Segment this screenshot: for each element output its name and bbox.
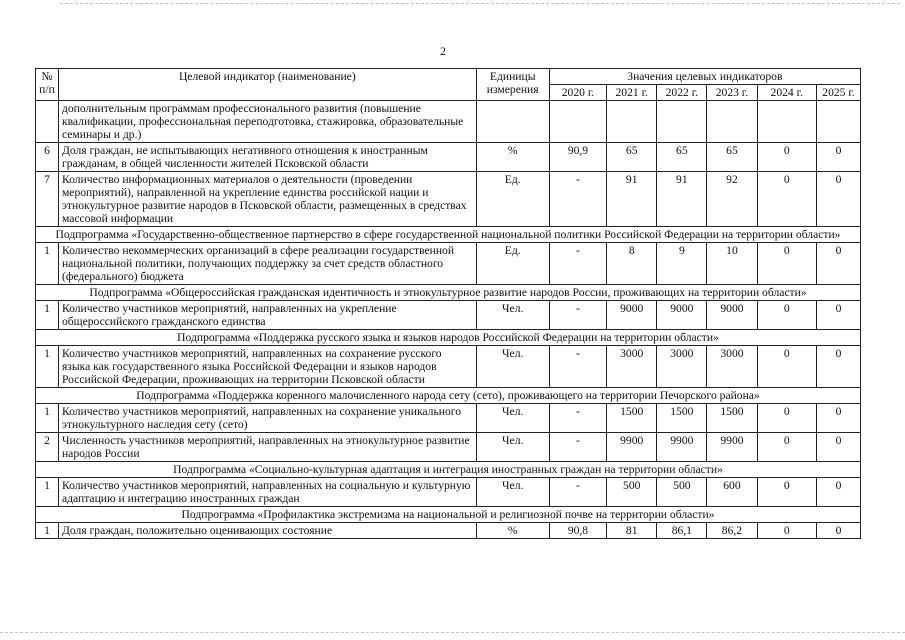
scan-artifact-bottom — [0, 632, 905, 633]
value-cell: - — [549, 404, 606, 433]
row-number: 6 — [36, 143, 59, 172]
value-cell: 0 — [817, 143, 861, 172]
value-cell: 8 — [607, 243, 657, 285]
value-cell: 9000 — [657, 301, 707, 330]
table-row — [36, 243, 861, 285]
indicator-name: Количество участников мероприятий, направленных на укрепление общероссийского гражданского единства — [58, 301, 476, 330]
subprogram-title: Подпрограмма «Поддержка русского языка и языков народов Российской Федерации на территории области» — [36, 330, 861, 346]
unit-cell: Чел. — [476, 478, 549, 507]
unit-cell: Чел. — [476, 301, 549, 330]
header-year: 2025 г. — [817, 85, 861, 101]
page-number: 2 — [440, 44, 446, 58]
unit-cell: Чел. — [476, 433, 549, 462]
unit-cell: Чел. — [476, 404, 549, 433]
value-cell: 9000 — [707, 301, 757, 330]
table-row — [36, 101, 861, 143]
value-cell: 0 — [817, 346, 861, 388]
subprogram-row — [36, 462, 861, 478]
value-cell: 500 — [657, 478, 707, 507]
header-row — [36, 69, 861, 85]
value-cell: 500 — [607, 478, 657, 507]
value-cell: 0 — [757, 523, 817, 539]
subprogram-title: Подпрограмма «Социально-культурная адаптация и интеграция иностранных граждан на территории области» — [36, 462, 861, 478]
value-cell: 0 — [757, 433, 817, 462]
row-number: 1 — [36, 301, 59, 330]
value-cell: 90,9 — [549, 143, 606, 172]
value-cell: - — [549, 346, 606, 388]
subprogram-title: Подпрограмма «Поддержка коренного малочисленного народа сету (сето), проживающего на территории Печорского района» — [36, 388, 861, 404]
value-cell: 9000 — [607, 301, 657, 330]
value-cell: 86,2 — [707, 523, 757, 539]
value-cell: 91 — [607, 172, 657, 227]
header-unit: Единицы измерения — [476, 69, 549, 101]
value-cell: 0 — [817, 172, 861, 227]
row-number: 1 — [36, 478, 59, 507]
unit-cell: % — [476, 523, 549, 539]
value-cell: 0 — [757, 172, 817, 227]
target-indicators-table — [35, 68, 861, 539]
table-row — [36, 433, 861, 462]
value-cell: 0 — [817, 243, 861, 285]
value-cell: 65 — [707, 143, 757, 172]
value-cell: 86,1 — [657, 523, 707, 539]
indicator-name: Доля граждан, не испытывающих негативного отношения к иностранным гражданам, в общей численности жителей Псковской области — [58, 143, 476, 172]
value-cell: 1500 — [657, 404, 707, 433]
value-cell: - — [549, 243, 606, 285]
value-cell: 9900 — [707, 433, 757, 462]
subprogram-row — [36, 285, 861, 301]
indicator-name: Количество участников мероприятий, направленных на социальную и культурную адаптацию и интеграцию иностранных граждан — [58, 478, 476, 507]
value-cell: 91 — [657, 172, 707, 227]
value-cell: 0 — [817, 404, 861, 433]
value-cell: 3000 — [607, 346, 657, 388]
unit-cell: % — [476, 143, 549, 172]
table-row — [36, 301, 861, 330]
value-cell: 0 — [817, 523, 861, 539]
header-indicator: Целевой индикатор (наименование) — [58, 69, 476, 101]
unit-cell: Чел. — [476, 346, 549, 388]
value-cell: 0 — [817, 301, 861, 330]
row-number: 1 — [36, 346, 59, 388]
value-cell: 1500 — [607, 404, 657, 433]
indicator-name: Количество участников мероприятий, направленных на сохранение русского языка как государственного языка Российской Федерации и языков народов Российской Федерации, проживающих на территории Псковской области — [58, 346, 476, 388]
header-values: Значения целевых индикаторов — [549, 69, 860, 85]
subprogram-title: Подпрограмма «Государственно-общественное партнерство в сфере государственной национальной политики Российской Федерации на территории области» — [36, 227, 861, 243]
header-number: № п/п — [36, 69, 59, 101]
table-row — [36, 172, 861, 227]
value-cell: 3000 — [707, 346, 757, 388]
subprogram-title: Подпрограмма «Профилактика экстремизма на национальной и религиозной почве на территории области» — [36, 507, 861, 523]
value-cell: 0 — [757, 346, 817, 388]
row-number: 1 — [36, 243, 59, 285]
value-cell: 0 — [757, 243, 817, 285]
row-number: 1 — [36, 404, 59, 433]
value-cell: 0 — [757, 404, 817, 433]
table-row — [36, 346, 861, 388]
table-row — [36, 143, 861, 172]
scan-artifact-top — [60, 3, 900, 4]
value-cell: - — [549, 433, 606, 462]
subprogram-title: Подпрограмма «Общероссийская гражданская идентичность и этнокультурное развитие народов России, проживающих на территории области» — [36, 285, 861, 301]
value-cell: 81 — [607, 523, 657, 539]
unit-cell: Ед. — [476, 243, 549, 285]
indicator-name: Численность участников мероприятий, направленных на этнокультурное развитие народов России — [58, 433, 476, 462]
header-year: 2022 г. — [657, 85, 707, 101]
indicator-name: Доля граждан, положительно оценивающих состояние — [58, 523, 476, 539]
indicator-name: Количество некоммерческих организаций в сфере реализации государственной национальной политики, получающих поддержку за счет средств областного (федерального) бюджета — [58, 243, 476, 285]
value-cell: 9 — [657, 243, 707, 285]
subprogram-row — [36, 227, 861, 243]
row-number: 7 — [36, 172, 59, 227]
value-cell: 90,8 — [549, 523, 606, 539]
value-cell: 0 — [817, 433, 861, 462]
indicator-name: Количество участников мероприятий, направленных на сохранение уникального этнокультурного наследия сету (сето) — [58, 404, 476, 433]
value-cell: 65 — [607, 143, 657, 172]
row-number: 2 — [36, 433, 59, 462]
header-year: 2024 г. — [757, 85, 817, 101]
table-row — [36, 523, 861, 539]
value-cell: 0 — [757, 143, 817, 172]
table-row — [36, 404, 861, 433]
value-cell: 92 — [707, 172, 757, 227]
value-cell: - — [549, 301, 606, 330]
value-cell: 65 — [657, 143, 707, 172]
indicator-name: Количество информационных материалов о деятельности (проведении мероприятий), направленной на укрепление единства российской нации и этнокультурное развитие народов в Псковской области, размещенных в средствах массовой информации — [58, 172, 476, 227]
subprogram-row — [36, 330, 861, 346]
unit-cell: Ед. — [476, 172, 549, 227]
value-cell: 3000 — [657, 346, 707, 388]
header-year: 2021 г. — [607, 85, 657, 101]
value-cell: 1500 — [707, 404, 757, 433]
value-cell: 600 — [707, 478, 757, 507]
value-cell: 9900 — [607, 433, 657, 462]
table-row — [36, 478, 861, 507]
value-cell: 10 — [707, 243, 757, 285]
value-cell: 0 — [757, 301, 817, 330]
subprogram-row — [36, 507, 861, 523]
value-cell: - — [549, 172, 606, 227]
value-cell: 9900 — [657, 433, 707, 462]
value-cell: 0 — [757, 478, 817, 507]
header-year: 2023 г. — [707, 85, 757, 101]
header-year: 2020 г. — [549, 85, 606, 101]
indicator-name: дополнительным программам профессионального развития (повышение квалификации, профессиональная переподготовка, стажировка, образовательные семинары и др.) — [58, 101, 476, 143]
value-cell: 0 — [817, 478, 861, 507]
value-cell: - — [549, 478, 606, 507]
subprogram-row — [36, 388, 861, 404]
row-number: 1 — [36, 523, 59, 539]
